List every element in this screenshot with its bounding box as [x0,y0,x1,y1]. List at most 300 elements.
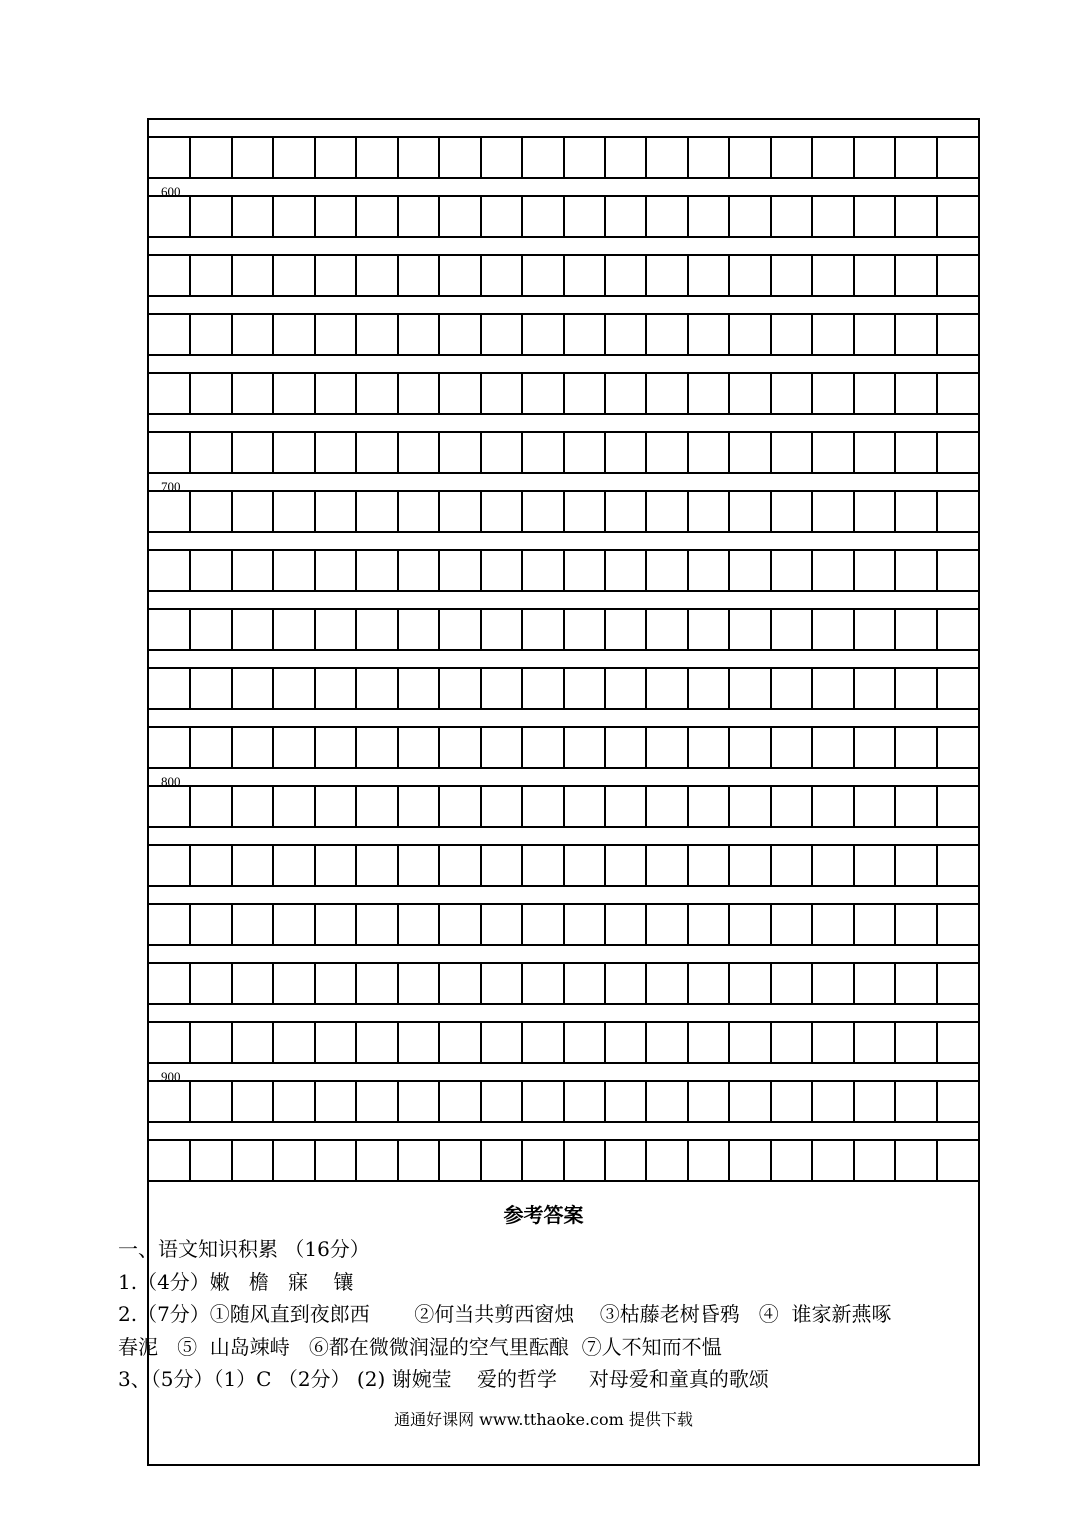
grid-cell-divider [563,490,565,531]
grid-cell-divider [563,195,565,236]
grid-cell-divider [894,313,896,354]
grid-row-line [149,177,978,179]
grid-cell-divider [438,313,440,354]
grid-cell-divider [521,726,523,767]
section-heading: 一、语文知识积累 （16分） [118,1237,370,1261]
grid-cell-divider [397,1021,399,1062]
grid-cell-divider [480,726,482,767]
grid-cell-divider [853,1021,855,1062]
grid-row-line [149,1180,978,1182]
grid-cell-divider [687,313,689,354]
grid-cell-divider [355,136,357,177]
grid-cell-divider [314,313,316,354]
grid-cell-divider [645,785,647,826]
grid-cell-divider [811,667,813,708]
grid-cell-divider [728,195,730,236]
grid-cell-divider [314,903,316,944]
grid-cell-divider [438,667,440,708]
grid-cell-divider [480,608,482,649]
grid-cell-divider [936,608,938,649]
grid-cell-divider [563,1080,565,1121]
grid-cell-divider [853,136,855,177]
grid-cell-divider [604,1021,606,1062]
grid-cell-divider [314,667,316,708]
grid-row-line [149,590,978,592]
grid-cell-divider [314,549,316,590]
grid-cell-divider [936,490,938,531]
grid-cell-divider [604,136,606,177]
grid-row-line [149,236,978,238]
grid-cell-divider [272,1021,274,1062]
grid-cell-divider [853,962,855,1003]
grid-cell-divider [687,195,689,236]
answer-line-3: 3、（5分）（1）C （2分） (2) 谢婉莹 爱的哲学 对母爱和童真的歌颂 [118,1367,769,1391]
grid-cell-divider [645,313,647,354]
grid-cell-divider [645,903,647,944]
grid-cell-divider [189,1139,191,1180]
grid-cell-divider [604,844,606,885]
grid-cell-divider [521,962,523,1003]
answer-line-2: 2.（7分）①随风直到夜郎西 ②何当共剪西窗烛 ③枯藤老树昏鸦 ④ 谁家新燕啄 [118,1302,892,1326]
grid-cell-divider [811,254,813,295]
grid-cell-divider [438,726,440,767]
grid-cell-divider [687,726,689,767]
grid-cell-divider [563,431,565,472]
grid-cell-divider [894,903,896,944]
grid-cell-divider [355,1139,357,1180]
grid-cell-divider [355,844,357,885]
grid-cell-divider [272,490,274,531]
grid-cell-divider [604,608,606,649]
grid-cell-divider [894,1080,896,1121]
grid-cell-divider [936,372,938,413]
grid-cell-divider [355,1080,357,1121]
grid-cell-divider [853,844,855,885]
grid-cell-divider [231,313,233,354]
grid-cell-divider [811,313,813,354]
grid-cell-divider [770,726,772,767]
grid-cell-divider [231,136,233,177]
grid-cell-divider [314,726,316,767]
grid-cell-divider [811,844,813,885]
grid-cell-divider [811,431,813,472]
grid-cell-divider [645,490,647,531]
grid-cell-divider [936,313,938,354]
grid-cell-divider [853,785,855,826]
grid-cell-divider [728,1139,730,1180]
grid-cell-divider [853,903,855,944]
grid-cell-divider [272,136,274,177]
grid-cell-divider [438,431,440,472]
grid-cell-divider [687,549,689,590]
grid-cell-divider [936,195,938,236]
grid-cell-divider [480,549,482,590]
grid-cell-divider [355,195,357,236]
grid-cell-divider [521,254,523,295]
grid-cell-divider [521,844,523,885]
grid-cell-divider [189,549,191,590]
grid-cell-divider [645,254,647,295]
grid-cell-divider [728,785,730,826]
grid-cell-divider [231,254,233,295]
grid-cell-divider [687,136,689,177]
grid-cell-divider [645,726,647,767]
grid-cell-divider [811,962,813,1003]
grid-cell-divider [480,313,482,354]
grid-cell-divider [397,962,399,1003]
grid-cell-divider [438,785,440,826]
grid-cell-divider [355,1021,357,1062]
grid-cell-divider [894,136,896,177]
grid-cell-divider [728,490,730,531]
grid-cell-divider [231,195,233,236]
grid-cell-divider [604,1139,606,1180]
grid-cell-divider [770,313,772,354]
grid-cell-divider [853,195,855,236]
grid-cell-divider [314,372,316,413]
grid-cell-divider [645,608,647,649]
footer-text: 通通好课网 www.tthaoke.com 提供下载 [394,1410,693,1429]
grid-cell-divider [397,1080,399,1121]
grid-cell-divider [687,785,689,826]
grid-cell-divider [480,1139,482,1180]
grid-cell-divider [894,1139,896,1180]
grid-cell-divider [687,372,689,413]
grid-cell-divider [397,313,399,354]
grid-cell-divider [314,490,316,531]
grid-cell-divider [894,726,896,767]
grid-cell-divider [355,785,357,826]
grid-cell-divider [728,608,730,649]
grid-cell-divider [231,608,233,649]
grid-cell-divider [728,726,730,767]
grid-cell-divider [314,1021,316,1062]
grid-cell-divider [521,490,523,531]
grid-cell-divider [438,962,440,1003]
grid-cell-divider [272,549,274,590]
grid-cell-divider [438,136,440,177]
grid-cell-divider [811,785,813,826]
word-count-marker: 700 [161,479,181,494]
grid-cell-divider [480,431,482,472]
grid-cell-divider [728,431,730,472]
grid-cell-divider [853,1080,855,1121]
grid-cell-divider [438,254,440,295]
grid-cell-divider [189,1021,191,1062]
grid-cell-divider [770,667,772,708]
grid-cell-divider [687,608,689,649]
word-count-marker: 800 [161,774,181,789]
grid-cell-divider [894,431,896,472]
grid-cell-divider [687,667,689,708]
grid-cell-divider [645,372,647,413]
grid-cell-divider [272,254,274,295]
grid-cell-divider [438,372,440,413]
grid-cell-divider [894,254,896,295]
grid-cell-divider [894,549,896,590]
grid-cell-divider [438,490,440,531]
grid-row-line [149,1003,978,1005]
grid-cell-divider [397,549,399,590]
grid-cell-divider [480,1021,482,1062]
grid-cell-divider [231,549,233,590]
grid-cell-divider [355,608,357,649]
grid-cell-divider [645,962,647,1003]
word-count-marker: 600 [161,184,181,199]
grid-cell-divider [480,254,482,295]
grid-cell-divider [936,785,938,826]
grid-cell-divider [770,844,772,885]
grid-row-line [149,708,978,710]
grid-cell-divider [355,490,357,531]
grid-cell-divider [480,136,482,177]
grid-cell-divider [770,549,772,590]
grid-row-line [149,767,978,769]
grid-cell-divider [272,726,274,767]
grid-cell-divider [189,136,191,177]
grid-cell-divider [397,667,399,708]
grid-cell-divider [397,844,399,885]
grid-cell-divider [687,1021,689,1062]
grid-cell-divider [314,844,316,885]
grid-cell-divider [770,1139,772,1180]
grid-cell-divider [645,136,647,177]
grid-cell-divider [397,372,399,413]
grid-cell-divider [853,726,855,767]
grid-cell-divider [231,844,233,885]
grid-cell-divider [853,490,855,531]
grid-cell-divider [811,490,813,531]
grid-cell-divider [480,903,482,944]
grid-cell-divider [563,254,565,295]
grid-cell-divider [355,667,357,708]
grid-cell-divider [604,372,606,413]
grid-row-line [149,413,978,415]
grid-cell-divider [936,903,938,944]
grid-cell-divider [728,372,730,413]
grid-cell-divider [314,608,316,649]
grid-cell-divider [480,785,482,826]
grid-cell-divider [894,490,896,531]
grid-cell-divider [811,726,813,767]
grid-cell-divider [521,608,523,649]
grid-cell-divider [355,549,357,590]
grid-cell-divider [811,136,813,177]
grid-cell-divider [231,726,233,767]
grid-cell-divider [645,549,647,590]
grid-cell-divider [645,1021,647,1062]
grid-cell-divider [314,254,316,295]
grid-cell-divider [272,372,274,413]
grid-cell-divider [438,1021,440,1062]
grid-cell-divider [521,136,523,177]
grid-cell-divider [521,1080,523,1121]
grid-cell-divider [811,608,813,649]
grid-cell-divider [894,195,896,236]
grid-cell-divider [189,608,191,649]
grid-cell-divider [521,549,523,590]
grid-cell-divider [521,785,523,826]
grid-cell-divider [645,667,647,708]
grid-cell-divider [314,136,316,177]
grid-cell-divider [563,549,565,590]
grid-cell-divider [894,1021,896,1062]
grid-cell-divider [355,372,357,413]
grid-cell-divider [936,549,938,590]
grid-cell-divider [687,490,689,531]
grid-cell-divider [397,903,399,944]
grid-cell-divider [687,254,689,295]
grid-cell-divider [189,313,191,354]
grid-cell-divider [894,667,896,708]
grid-cell-divider [438,195,440,236]
grid-cell-divider [189,431,191,472]
grid-cell-divider [314,962,316,1003]
grid-cell-divider [480,844,482,885]
grid-cell-divider [770,372,772,413]
grid-cell-divider [189,490,191,531]
grid-cell-divider [355,254,357,295]
grid-cell-divider [563,1139,565,1180]
grid-cell-divider [272,431,274,472]
composition-grid [147,118,980,1466]
grid-cell-divider [480,962,482,1003]
grid-cell-divider [770,136,772,177]
grid-cell-divider [770,195,772,236]
grid-cell-divider [563,667,565,708]
grid-cell-divider [563,726,565,767]
grid-cell-divider [397,490,399,531]
grid-cell-divider [272,195,274,236]
grid-cell-divider [811,549,813,590]
grid-row-line [149,944,978,946]
grid-cell-divider [853,372,855,413]
grid-cell-divider [770,431,772,472]
grid-cell-divider [811,372,813,413]
grid-cell-divider [894,372,896,413]
grid-cell-divider [853,313,855,354]
grid-cell-divider [189,372,191,413]
answer-line-1: 1.（4分）嫩 檐 寐 镶 [118,1270,354,1294]
grid-cell-divider [728,549,730,590]
grid-cell-divider [563,903,565,944]
grid-cell-divider [853,549,855,590]
grid-cell-divider [272,608,274,649]
grid-cell-divider [480,372,482,413]
grid-cell-divider [272,667,274,708]
grid-cell-divider [936,726,938,767]
grid-cell-divider [604,903,606,944]
grid-cell-divider [687,1139,689,1180]
grid-cell-divider [189,785,191,826]
grid-cell-divider [728,962,730,1003]
grid-cell-divider [728,254,730,295]
grid-cell-divider [397,1139,399,1180]
grid-cell-divider [563,785,565,826]
grid-cell-divider [521,1021,523,1062]
grid-row-line [149,531,978,533]
grid-cell-divider [728,1080,730,1121]
grid-cell-divider [936,136,938,177]
grid-cell-divider [770,254,772,295]
grid-cell-divider [687,903,689,944]
grid-cell-divider [272,1139,274,1180]
grid-cell-divider [936,844,938,885]
grid-row-line [149,1121,978,1123]
grid-cell-divider [728,667,730,708]
grid-cell-divider [936,962,938,1003]
grid-cell-divider [314,1139,316,1180]
grid-cell-divider [811,195,813,236]
grid-cell-divider [355,962,357,1003]
grid-cell-divider [687,431,689,472]
grid-cell-divider [770,903,772,944]
grid-cell-divider [189,667,191,708]
grid-cell-divider [604,254,606,295]
grid-cell-divider [894,785,896,826]
grid-cell-divider [604,726,606,767]
grid-cell-divider [563,136,565,177]
grid-cell-divider [189,1080,191,1121]
grid-cell-divider [397,195,399,236]
grid-cell-divider [645,431,647,472]
grid-cell-divider [314,431,316,472]
answer-line-2-continued: 春泥 ⑤ 山岛竦峙 ⑥都在微微润湿的空气里酝酿 ⑦人不知而不愠 [118,1335,722,1359]
grid-cell-divider [811,1139,813,1180]
grid-cell-divider [894,962,896,1003]
grid-cell-divider [563,372,565,413]
grid-cell-divider [604,313,606,354]
grid-cell-divider [272,962,274,1003]
grid-cell-divider [480,1080,482,1121]
grid-cell-divider [272,844,274,885]
grid-cell-divider [770,1080,772,1121]
grid-cell-divider [272,903,274,944]
grid-cell-divider [728,136,730,177]
grid-cell-divider [604,549,606,590]
grid-cell-divider [438,903,440,944]
grid-cell-divider [728,844,730,885]
grid-cell-divider [438,844,440,885]
grid-cell-divider [687,1080,689,1121]
grid-cell-divider [770,490,772,531]
grid-cell-divider [355,903,357,944]
grid-cell-divider [853,667,855,708]
grid-cell-divider [728,313,730,354]
grid-cell-divider [231,962,233,1003]
grid-cell-divider [355,313,357,354]
grid-cell-divider [231,1080,233,1121]
grid-row-line [149,354,978,356]
grid-row-line [149,885,978,887]
grid-cell-divider [645,844,647,885]
grid-cell-divider [853,254,855,295]
grid-cell-divider [438,1139,440,1180]
grid-cell-divider [604,490,606,531]
grid-cell-divider [272,785,274,826]
grid-cell-divider [438,549,440,590]
grid-cell-divider [936,254,938,295]
grid-cell-divider [231,667,233,708]
grid-cell-divider [397,431,399,472]
grid-cell-divider [355,431,357,472]
grid-cell-divider [480,490,482,531]
grid-cell-divider [521,313,523,354]
grid-cell-divider [604,667,606,708]
grid-cell-divider [397,726,399,767]
grid-cell-divider [687,844,689,885]
grid-cell-divider [563,608,565,649]
